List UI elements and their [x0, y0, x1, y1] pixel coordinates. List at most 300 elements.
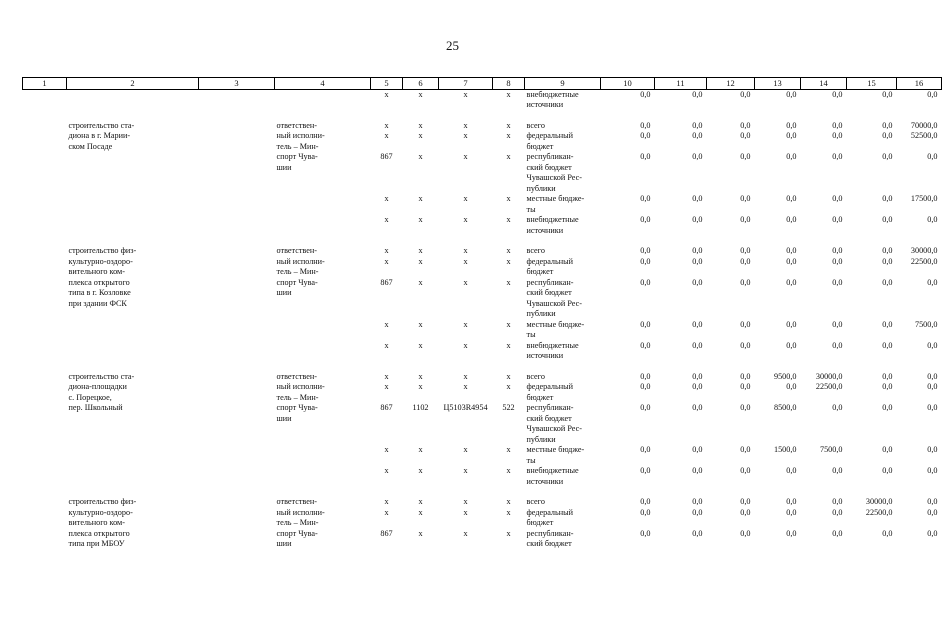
- text-line: при здании ФСК: [68, 298, 127, 308]
- cell-col3: [199, 497, 275, 550]
- amount-value: 0,0: [927, 466, 938, 475]
- amount-value: 0,0: [927, 403, 938, 412]
- amount-value: 0,0: [832, 528, 843, 538]
- amount-value: 0,0: [786, 194, 797, 203]
- amount-value: 0,0: [692, 497, 703, 506]
- amount-value: 0,0: [786, 131, 797, 140]
- amount-value: 22500,0: [865, 507, 893, 517]
- spacer-cell: [199, 362, 275, 372]
- amount-value: 0,0: [692, 445, 703, 454]
- funding-source: [525, 529, 601, 550]
- amount-value: 0,0: [640, 382, 651, 391]
- spacer-cell: [655, 487, 707, 497]
- amount-value: 0,0: [740, 319, 751, 329]
- column-header: 1: [23, 78, 67, 90]
- section-code: x: [418, 194, 423, 203]
- amount-value: 0,0: [786, 466, 797, 475]
- section-code: x: [418, 120, 423, 130]
- spacer-cell: [897, 487, 942, 497]
- amount-value: 0,0: [882, 466, 893, 475]
- measure-name: [67, 497, 199, 550]
- column-header: 3: [199, 78, 275, 90]
- expense-type-code: x: [506, 507, 511, 517]
- spacer-cell: [199, 236, 275, 246]
- table-row: [23, 246, 942, 257]
- spacer-cell: [707, 487, 755, 497]
- text-line: ный исполни-: [276, 131, 325, 140]
- spacer-cell: [601, 236, 655, 246]
- text-line: источники: [526, 476, 564, 486]
- amount-value: 0,0: [640, 246, 651, 255]
- grbs-code: x: [384, 89, 389, 99]
- spacer-cell: [801, 487, 847, 497]
- amount-value: 0,0: [692, 319, 703, 329]
- spacer-cell: [707, 362, 755, 372]
- column-header: 8: [493, 78, 525, 90]
- grbs-code: x: [384, 246, 389, 255]
- text-line: внебюджетные: [526, 215, 579, 224]
- spacer-cell: [707, 111, 755, 121]
- section-code: x: [418, 371, 423, 381]
- spacer-cell: [801, 362, 847, 372]
- amount-value: 0,0: [740, 152, 751, 161]
- amount-value: 0,0: [882, 382, 893, 391]
- text-line: федеральный: [526, 131, 574, 140]
- text-line: всего: [526, 497, 545, 506]
- amount-value: 0,0: [882, 152, 893, 161]
- amount-value: 0,0: [927, 497, 938, 506]
- amount-value: 0,0: [786, 319, 797, 329]
- spacer-cell: [655, 111, 707, 121]
- block-spacer: [23, 111, 942, 121]
- funding-source: [525, 466, 601, 487]
- measure-name: [67, 246, 199, 362]
- expense-type-code: x: [506, 382, 511, 391]
- section-code: x: [418, 507, 423, 517]
- text-line: шии: [276, 413, 292, 423]
- spacer-cell: [403, 487, 439, 497]
- column-header: 2: [67, 78, 199, 90]
- amount-value: 0,0: [786, 528, 797, 538]
- spacer-cell: [847, 362, 897, 372]
- amount-value: 0,0: [740, 466, 751, 475]
- target-article-code: x: [463, 445, 468, 454]
- amount-value: 0,0: [640, 371, 651, 381]
- text-line: всего: [526, 371, 545, 381]
- amount-value: 0,0: [692, 371, 703, 381]
- amount-value: 0,0: [832, 120, 843, 130]
- spacer-cell: [371, 111, 403, 121]
- amount-value: 0,0: [640, 497, 651, 506]
- amount-value: 0,0: [640, 403, 651, 412]
- spacer-cell: [23, 236, 67, 246]
- responsible-executor: [275, 497, 371, 550]
- text-line: вительного ком-: [68, 518, 125, 527]
- grbs-code: x: [384, 445, 389, 454]
- amount-value: 0,0: [832, 277, 843, 287]
- amount-value: 30000,0: [815, 371, 843, 381]
- text-line: республикан-: [526, 277, 574, 287]
- grbs-code: x: [384, 194, 389, 203]
- target-article-code: x: [463, 277, 468, 287]
- text-line: ответствен-: [276, 246, 317, 255]
- column-header: 13: [755, 78, 801, 90]
- amount-value: 0,0: [832, 340, 843, 350]
- amount-value: 17500,0: [910, 194, 938, 203]
- amount-value: 9500,0: [773, 371, 797, 381]
- amount-value: 0,0: [927, 371, 938, 381]
- spacer-cell: [439, 362, 493, 372]
- amount-value: 0,0: [692, 528, 703, 538]
- spacer-cell: [493, 487, 525, 497]
- spacer-cell: [275, 487, 371, 497]
- column-header: 11: [655, 78, 707, 90]
- amount-value: 0,0: [832, 215, 843, 224]
- text-line: Чувашской Рес-: [526, 173, 582, 182]
- spacer-cell: [67, 487, 199, 497]
- amount-value: 52500,0: [910, 131, 938, 140]
- amount-value: 0,0: [740, 246, 751, 255]
- expense-type-code: x: [506, 131, 511, 140]
- section-code: 1102: [412, 403, 429, 412]
- amount-value: 0,0: [692, 466, 703, 475]
- section-code: x: [418, 382, 423, 391]
- amount-value: 0,0: [740, 382, 751, 391]
- spacer-cell: [655, 362, 707, 372]
- expense-type-code: x: [506, 120, 511, 130]
- spacer-cell: [525, 236, 601, 246]
- spacer-cell: [847, 236, 897, 246]
- amount-value: 0,0: [692, 131, 703, 140]
- amount-value: 0,0: [786, 215, 797, 224]
- spacer-cell: [67, 236, 199, 246]
- amount-value: 0,0: [882, 131, 893, 140]
- text-line: бюджет: [526, 518, 554, 527]
- text-line: ский бюджет: [526, 413, 572, 423]
- expense-type-code: x: [506, 445, 511, 454]
- amount-value: 0,0: [640, 528, 651, 538]
- amount-value: 0,0: [692, 403, 703, 412]
- text-line: ты: [526, 330, 536, 339]
- amount-value: 0,0: [740, 194, 751, 203]
- amount-value: 0,0: [692, 152, 703, 161]
- amount-value: 0,0: [786, 340, 797, 350]
- grbs-code: x: [384, 340, 389, 350]
- cell-col3: [199, 89, 275, 111]
- amount-value: 30000,0: [910, 246, 938, 255]
- cell-col1: [23, 194, 67, 215]
- spacer-cell: [403, 362, 439, 372]
- spacer-cell: [601, 111, 655, 121]
- amount-value: 0,0: [640, 277, 651, 287]
- amount-value: 0,0: [882, 89, 893, 99]
- text-line: публики: [526, 183, 556, 193]
- amount-value: 0,0: [786, 152, 797, 161]
- text-line: с. Порецкое,: [68, 392, 112, 402]
- text-line: местные бюдже-: [526, 319, 585, 329]
- amount-value: 0,0: [882, 277, 893, 287]
- section-code: x: [418, 89, 423, 99]
- text-line: пер. Школьный: [68, 403, 123, 412]
- amount-value: 0,0: [832, 152, 843, 161]
- text-line: диона-площадки: [68, 382, 127, 391]
- amount-value: 0,0: [786, 507, 797, 517]
- table-row: [23, 89, 942, 111]
- text-line: источники: [526, 351, 564, 360]
- spacer-cell: [525, 487, 601, 497]
- expense-type-code: x: [506, 528, 511, 538]
- cell-col3: [199, 121, 275, 237]
- text-line: вительного ком-: [68, 267, 125, 276]
- spacer-cell: [601, 487, 655, 497]
- measure-name: [67, 372, 199, 488]
- text-line: внебюджетные: [526, 340, 579, 350]
- grbs-code: x: [384, 382, 389, 391]
- target-article-code: Ц5103R4954: [443, 403, 488, 412]
- amount-value: 0,0: [640, 340, 651, 350]
- amount-value: 0,0: [740, 445, 751, 454]
- text-line: типа при МБОУ: [68, 539, 125, 548]
- amount-value: 0,0: [692, 194, 703, 203]
- text-line: типа в г. Козловке: [68, 288, 131, 297]
- text-line: бюджет: [526, 392, 554, 402]
- grbs-code: 867: [380, 277, 393, 287]
- text-line: внебюджетные: [526, 466, 579, 475]
- amount-value: 8500,0: [773, 403, 797, 412]
- text-line: федеральный: [526, 382, 574, 391]
- spacer-cell: [493, 111, 525, 121]
- text-line: Чувашской Рес-: [526, 298, 582, 308]
- spacer-cell: [23, 111, 67, 121]
- amount-value: 0,0: [740, 507, 751, 517]
- cell-col1: [23, 278, 67, 320]
- table-row: [23, 497, 942, 508]
- amount-value: 0,0: [882, 371, 893, 381]
- spacer-cell: [275, 111, 371, 121]
- spacer-cell: [439, 236, 493, 246]
- text-line: местные бюдже-: [526, 445, 585, 454]
- target-article-code: x: [463, 340, 468, 350]
- text-line: ответствен-: [276, 497, 317, 506]
- amount-value: 0,0: [786, 256, 797, 266]
- amount-value: 0,0: [640, 215, 651, 224]
- amount-value: 0,0: [740, 256, 751, 266]
- text-line: ский бюджет: [526, 288, 572, 297]
- text-line: федеральный: [526, 507, 574, 517]
- amount-value: 1500,0: [773, 445, 797, 454]
- spacer-cell: [847, 487, 897, 497]
- cell-col1: [23, 257, 67, 278]
- cell-col1: [23, 320, 67, 341]
- column-header: 12: [707, 78, 755, 90]
- cell-col1: [23, 445, 67, 466]
- column-header: 14: [801, 78, 847, 90]
- spacer-cell: [199, 111, 275, 121]
- funding-source: [525, 341, 601, 362]
- text-line: спорт Чува-: [276, 277, 318, 287]
- grbs-code: 867: [380, 528, 393, 538]
- amount-value: 0,0: [692, 382, 703, 391]
- amount-value: 0,0: [927, 215, 938, 224]
- amount-value: 0,0: [927, 152, 938, 161]
- amount-value: 0,0: [832, 246, 843, 255]
- spacer-cell: [755, 111, 801, 121]
- text-line: ный исполни-: [276, 382, 325, 391]
- funding-source: [525, 131, 601, 152]
- text-line: шии: [276, 288, 292, 297]
- text-line: строительство физ-: [68, 246, 137, 255]
- text-line: спорт Чува-: [276, 528, 318, 538]
- grbs-code: 867: [380, 403, 393, 412]
- text-line: диона в г. Марии-: [68, 131, 131, 140]
- cell-col1: [23, 89, 67, 111]
- text-line: шии: [276, 539, 292, 548]
- target-article-code: x: [463, 466, 468, 475]
- text-line: шии: [276, 162, 292, 172]
- spacer-cell: [23, 487, 67, 497]
- grbs-code: x: [384, 497, 389, 506]
- target-article-code: x: [463, 152, 468, 161]
- amount-value: 0,0: [786, 382, 797, 391]
- measure-name: [67, 121, 199, 237]
- cell-col1: [23, 246, 67, 257]
- section-code: x: [418, 215, 423, 224]
- amount-value: 0,0: [640, 131, 651, 140]
- section-code: x: [418, 256, 423, 266]
- amount-value: 0,0: [832, 403, 843, 412]
- text-line: бюджет: [526, 141, 554, 151]
- funding-source: [525, 403, 601, 445]
- funding-source: [525, 497, 601, 508]
- table-row: [23, 121, 942, 132]
- target-article-code: x: [463, 382, 468, 391]
- spacer-cell: [371, 487, 403, 497]
- text-line: строительство ста-: [68, 371, 135, 381]
- cell-col1: [23, 529, 67, 550]
- cell-col1: [23, 131, 67, 152]
- text-line: публики: [526, 434, 556, 444]
- text-line: публики: [526, 309, 556, 318]
- amount-value: 0,0: [786, 246, 797, 255]
- amount-value: 0,0: [882, 340, 893, 350]
- target-article-code: x: [463, 497, 468, 506]
- column-header: 10: [601, 78, 655, 90]
- grbs-code: x: [384, 466, 389, 475]
- amount-value: 0,0: [927, 340, 938, 350]
- text-line: плекса открытого: [68, 528, 130, 538]
- amount-value: 0,0: [882, 246, 893, 255]
- funding-source: [525, 246, 601, 257]
- cell-col1: [23, 403, 67, 445]
- amount-value: 0,0: [692, 256, 703, 266]
- spacer-cell: [493, 362, 525, 372]
- section-code: x: [418, 340, 423, 350]
- responsible-executor: [275, 121, 371, 237]
- amount-value: 0,0: [740, 215, 751, 224]
- spacer-cell: [439, 111, 493, 121]
- funding-source: [525, 89, 601, 111]
- amount-value: 0,0: [786, 497, 797, 506]
- amount-value: 0,0: [927, 89, 938, 99]
- expense-type-code: x: [506, 256, 511, 266]
- text-line: культурно-оздоро-: [68, 256, 133, 266]
- amount-value: 0,0: [692, 89, 703, 99]
- spacer-cell: [403, 111, 439, 121]
- measure-name: [67, 89, 199, 111]
- column-header: 7: [439, 78, 493, 90]
- text-line: Чувашской Рес-: [526, 424, 582, 433]
- text-line: ский бюджет: [526, 539, 572, 548]
- column-header: 16: [897, 78, 942, 90]
- funding-source: [525, 372, 601, 383]
- target-article-code: x: [463, 131, 468, 140]
- responsible-executor: [275, 89, 371, 111]
- amount-value: 0,0: [740, 371, 751, 381]
- funding-source: [525, 121, 601, 132]
- text-line: тель – Мин-: [276, 518, 319, 527]
- amount-value: 0,0: [640, 256, 651, 266]
- text-line: источники: [526, 100, 564, 109]
- budget-table: [22, 77, 942, 550]
- spacer-cell: [275, 236, 371, 246]
- amount-value: 0,0: [882, 445, 893, 454]
- amount-value: 0,0: [882, 194, 893, 203]
- expense-type-code: x: [506, 319, 511, 329]
- spacer-cell: [439, 487, 493, 497]
- funding-source: [525, 278, 601, 320]
- amount-value: 0,0: [740, 340, 751, 350]
- spacer-cell: [655, 236, 707, 246]
- table-body: [23, 89, 942, 550]
- spacer-cell: [493, 236, 525, 246]
- expense-type-code: 522: [502, 403, 515, 412]
- cell-col1: [23, 372, 67, 383]
- text-line: ском Посаде: [68, 141, 113, 151]
- section-code: x: [418, 277, 423, 287]
- grbs-code: 867: [380, 152, 393, 161]
- expense-type-code: x: [506, 466, 511, 475]
- funding-source: [525, 152, 601, 194]
- target-article-code: x: [463, 120, 468, 130]
- spacer-cell: [707, 236, 755, 246]
- text-line: ты: [526, 455, 536, 465]
- text-line: ответствен-: [276, 371, 317, 381]
- spacer-cell: [897, 362, 942, 372]
- expense-type-code: x: [506, 215, 511, 224]
- section-code: x: [418, 445, 423, 454]
- spacer-cell: [897, 111, 942, 121]
- funding-source: [525, 257, 601, 278]
- expense-type-code: x: [506, 277, 511, 287]
- amount-value: 0,0: [927, 277, 938, 287]
- text-line: всего: [526, 246, 545, 255]
- amount-value: 0,0: [640, 89, 651, 99]
- amount-value: 70000,0: [910, 120, 938, 130]
- text-line: культурно-оздоро-: [68, 507, 133, 517]
- text-line: спорт Чува-: [276, 152, 318, 161]
- target-article-code: x: [463, 528, 468, 538]
- funding-source: [525, 508, 601, 529]
- expense-type-code: x: [506, 246, 511, 255]
- text-line: источники: [526, 225, 564, 235]
- block-spacer: [23, 487, 942, 497]
- section-code: x: [418, 131, 423, 140]
- amount-value: 0,0: [692, 246, 703, 255]
- cell-col1: [23, 152, 67, 194]
- amount-value: 0,0: [640, 152, 651, 161]
- spacer-cell: [601, 362, 655, 372]
- spacer-cell: [371, 236, 403, 246]
